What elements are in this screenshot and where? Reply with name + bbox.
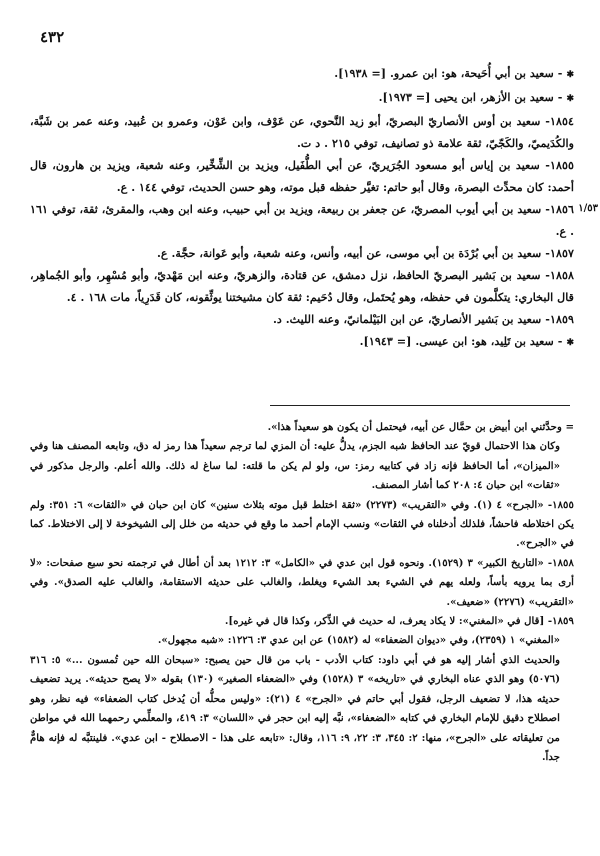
entry-1854: ١٨٥٤- سعيد بن أوس الأنصاريّ البصريّ، أبو زيد النَّحوي، عن عَوْف، وابن عَوْن، وعمرو بن عُبيد، وعنه عمر بن شَبَّة، والكُدَيميّ، والكَجّيّ، ثقة علامة ذو تصانيف، توفي ٢١٥ . د ت. xyxy=(30,114,574,150)
entry-1856: ١٨٥٦- سعيد بن أبي أيوب المصريّ، عن جعفر بن ربيعة، ويزيد بن أبي حبيب، وعنه ابن وهب، والمقرئ، ثقة، توفي ١٦١ . ع. xyxy=(30,202,574,238)
manuscript-folio-note: ١/٥٣ xyxy=(578,203,598,214)
entry-1858: ١٨٥٨- سعيد بن بَشير البصريّ الحافظ، نزل دمشق، عن قتادة، والزهريّ، وعنه ابن مَهْديّ، وأبو مُسْهِر، وأبو الجُماهِر، قال البخاري: يتكلَّمون في حفظه، وهو يُحتَمل، وقال دُحَيم: ثقة كان مشيختنا يوثِّقونه، كان قَدَرِياً، مات ١٦٨ . ٤. xyxy=(30,268,574,304)
footnote-paragraph: «المغني» ١ (٢٣٥٩)، وفي «ديوان الضعفاء» له (١٥٨٢) عن ابن عدي ٣: ١٢٢٦: «شبه مجهول». xyxy=(157,634,560,647)
footnote-separator xyxy=(270,405,570,406)
entry-1856-block xyxy=(30,198,598,242)
footnote-1858: ١٨٥٨- «التاريخ الكبير» ٣ (١٥٢٩). ونحوه قول ابن عدي في «الكامل» ٣: ١٢١٢ بعد أن أطال في ترجمته نحو سبع صفحات: «لا أرى بما يرويه بأساً، ولعله يهم في الشيء بعد الشيء ويغلط، والغالب على حديثه الاستقامة، والغالب عليه الصدق». وفي «التقريب» (٢٢٧٦) «ضعيف». xyxy=(30,556,574,608)
footnote-paragraph: وكان هذا الاحتمال قويّ عند الحافظ شبه الجزم، يدلُّ عليه: أن المزي لما ترجم سعيداً هذا رمز له دق، وتابعه المصنف هنا وفي «الميزان»، أما الحافظ فإنه زاد في كتابيه رمز: س، ولو لم يكن ما قلته: لما ساغ له ذلك. والله أعلم. والرجل مذكور في «ثقات» ابن حبان ٤: ٢٠٨ كما أشار المصنف. xyxy=(30,440,560,492)
entry-1857: ١٨٥٧- سعيد بن أبي بُرْدَة بن أبي موسى، عن أبيه، وأنس، وعنه شعبة، وأبو عَوانة، حجَّة. ع. xyxy=(157,246,574,260)
footnote-continuation: = وحدَّثني ابن أبيض بن حمَّال عن أبيه، فيحتمل أن يكون هو سعيداً هذا». xyxy=(267,421,574,433)
entry-1859: ١٨٥٩- سعيد بن بَشير الأنصاريّ، عن ابن البَيْلمانيّ، وعنه الليث. د. xyxy=(272,312,574,326)
entry-1855: ١٨٥٥- سعيد بن إياس أبو مسعود الجُرَيريّ، عن أبي الطُّفَيل، ويزيد بن الشِّخِّير، وعنه شعبة، ويزيد بن هارون، قال أحمد: كان محدِّث البصرة، وقال أبو حاتم: تغيَّر حفظه قبل موته، وهو حسن الحديث، توفي ١٤٤ . ع. xyxy=(30,158,574,194)
biography-entries xyxy=(30,62,598,354)
cross-reference-entry: ✱ - سعيد بن الأزهر، ابن يحيى [= ١٩٧٣]. xyxy=(30,86,574,110)
footnotes xyxy=(30,418,574,767)
page-number: ٤٣٢ xyxy=(40,28,65,46)
cross-reference-entry: ✱ - سعيد بن تَلِيد، هو: ابن عيسى. [= ١٩٤٣]. xyxy=(30,330,574,354)
footnote-1855: ١٨٥٥- «الجرح» ٤ (١). وفي «التقريب» (٢٢٧٣) «ثقة اختلط قبل موته بثلاث سنين» كان ابن حبان في «الثقات» ٦: ٣٥١: ولم يكن اختلاطه فاحشاً، فلذلك أدخلناه في الثقات» ونسب الإمام أحمد ما وقع في حديثه من خلل إلى الشيخوخة لا إلى الاختلاط. كما في «الجرح». xyxy=(30,498,574,550)
footnote-paragraph: والحديث الذي أشار إليه هو في أبي داود: كتاب الأدب - باب من قال حين يصبح: «سبحان الله حين تُمسون ...» ٥: ٣١٦ (٥٠٧٦) وهو الذي عناه البخاري في «تاريخه» ٣ (١٥٢٨) وفي «الضعفاء الصغير» (١٣٠) بقوله «لا يصح حديثه». يريد تضعيف حديثه هذا، لا تضعيف الرجل، فقول أبي حاتم في «الجرح» ٤ (٢١): «وليس محلُّه أن يُدخل كتاب الضعفاء» فيه نظر، وهو اصطلاح دقيق للإمام البخاري في كتابه «الضعفاء»، نبَّه إليه ابن حجر في «اللسان» ٣: ٤١٩، والمعلِّمي رحمهما الله في مواطن من تعليقاته على «الجرح»، منها: ٢: ٣٤٥، ٣: ٢٢، ٩: ١١٦، وقال: «تابعه على هذا - الاصطلاح - ابن عدي». فلينتبَّه له فإنه هامٌّ جداً. xyxy=(30,653,561,763)
footnote-1859: ١٨٥٩- [قال في «المغني»: لا يكاد يعرف، له حديث في الذِّكر، وكذا قال في غيره]. xyxy=(224,615,574,628)
cross-reference-entry: ✱ - سعيد بن أبي أُحَيحة، هو: ابن عمرو. [= ١٩٣٨]. xyxy=(30,62,574,86)
